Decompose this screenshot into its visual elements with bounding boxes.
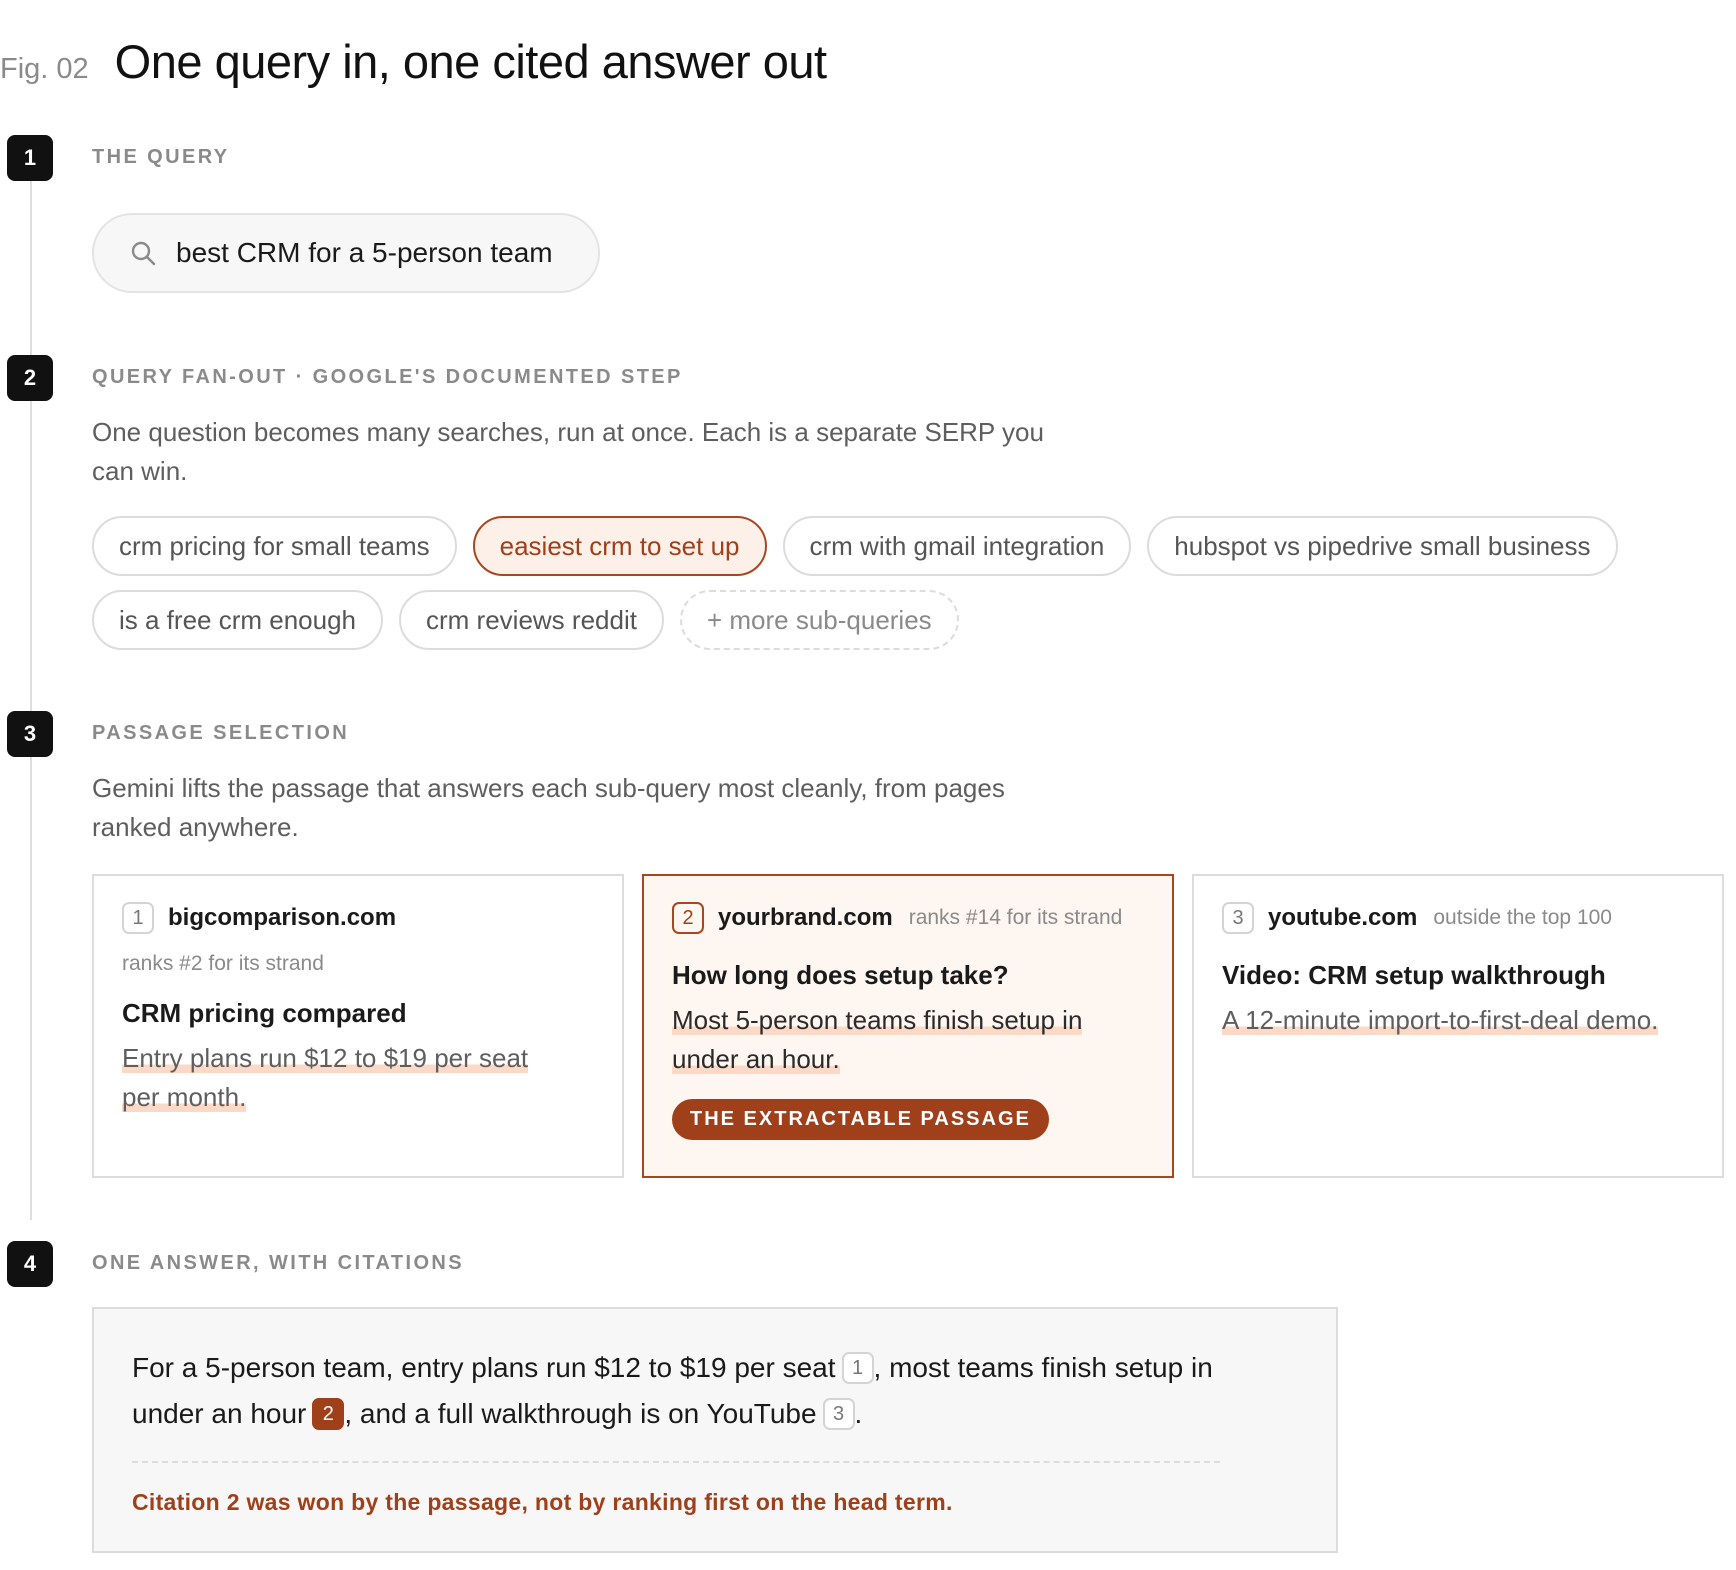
- passage-highlight: A 12-minute import-to-first-deal demo.: [1222, 1005, 1659, 1035]
- answer-segment: For a 5-person team, entry plans run $12 to $19 per seat: [132, 1352, 836, 1383]
- card-domain: bigcomparison.com: [168, 904, 397, 931]
- step-1-badge: 1: [7, 135, 53, 181]
- more-sub-queries-chip: + more sub-queries: [680, 590, 959, 650]
- query-text: best CRM for a 5-person team: [176, 237, 553, 268]
- step-2-badge: 2: [7, 355, 53, 401]
- answer-divider: [132, 1461, 1220, 1463]
- step-2-label: QUERY FAN-OUT · GOOGLE'S DOCUMENTED STEP: [92, 366, 683, 388]
- step-3-label: PASSAGE SELECTION: [92, 722, 350, 744]
- sub-query-chip-highlighted: easiest crm to set up: [473, 516, 767, 576]
- timeline-line: [30, 180, 32, 1220]
- card-number: 3: [1222, 902, 1254, 934]
- sub-query-chips: [92, 516, 1712, 664]
- card-domain: yourbrand.com: [718, 904, 893, 931]
- selection-description: Gemini lifts the passage that answers each sub-query most cleanly, from pages ranked anywhere.: [92, 773, 1005, 842]
- fanout-description: One question becomes many searches, run at once. Each is a separate SERP you can win.: [92, 417, 1044, 486]
- card-title: How long does setup take?: [672, 960, 1009, 990]
- card-rank: ranks #14 for its strand: [908, 906, 1123, 929]
- query-search-box[interactable]: [92, 213, 600, 293]
- sub-query-chip: crm with gmail integration: [783, 516, 1132, 576]
- answer-note: Citation 2 was won by the passage, not by ranking first on the head term.: [132, 1489, 953, 1515]
- answer-box: [92, 1307, 1338, 1553]
- card-passage: [122, 1039, 542, 1117]
- passage-cards: [92, 874, 1736, 1178]
- passage-highlight: Most 5-person teams finish setup in under an hour.: [672, 1005, 1083, 1074]
- card-number: 2: [672, 902, 704, 934]
- sub-query-chip: crm pricing for small teams: [92, 516, 457, 576]
- answer-segment: .: [854, 1398, 863, 1429]
- card-title: CRM pricing compared: [122, 998, 407, 1028]
- card-domain: youtube.com: [1268, 904, 1418, 931]
- card-passage: [672, 1001, 1112, 1079]
- card-rank: ranks #2 for its strand: [122, 952, 324, 975]
- figure-header: [0, 34, 827, 89]
- sub-query-chip: hubspot vs pipedrive small business: [1147, 516, 1617, 576]
- step-1-label: THE QUERY: [92, 146, 230, 168]
- step-4-badge: 4: [7, 1241, 53, 1287]
- passage-highlight: Entry plans run $12 to $19 per seat per month.: [122, 1043, 529, 1112]
- citation-marker-highlighted[interactable]: 2: [312, 1398, 344, 1430]
- figure-label: Fig. 02: [0, 53, 89, 85]
- citation-marker[interactable]: 3: [823, 1398, 855, 1430]
- extractable-passage-badge: THE EXTRACTABLE PASSAGE: [672, 1099, 1049, 1140]
- answer-text: [132, 1345, 1242, 1437]
- passage-card: [1192, 874, 1724, 1178]
- answer-segment: , most teams finish setup in under an hour: [132, 1352, 1213, 1429]
- card-rank: outside the top 100: [1433, 906, 1612, 929]
- search-icon: [130, 240, 156, 266]
- card-title: Video: CRM setup walkthrough: [1222, 960, 1606, 990]
- sub-query-chip: crm reviews reddit: [399, 590, 664, 650]
- passage-card: [92, 874, 624, 1178]
- citation-marker[interactable]: 1: [842, 1352, 874, 1384]
- step-4-label: ONE ANSWER, WITH CITATIONS: [92, 1252, 465, 1274]
- card-passage: [1222, 1001, 1694, 1040]
- answer-segment: , and a full walkthrough is on YouTube: [344, 1398, 817, 1429]
- sub-query-chip: is a free crm enough: [92, 590, 383, 650]
- passage-card-featured: [642, 874, 1174, 1178]
- card-number: 1: [122, 902, 154, 934]
- step-3-badge: 3: [7, 711, 53, 757]
- figure-title: One query in, one cited answer out: [114, 35, 827, 88]
